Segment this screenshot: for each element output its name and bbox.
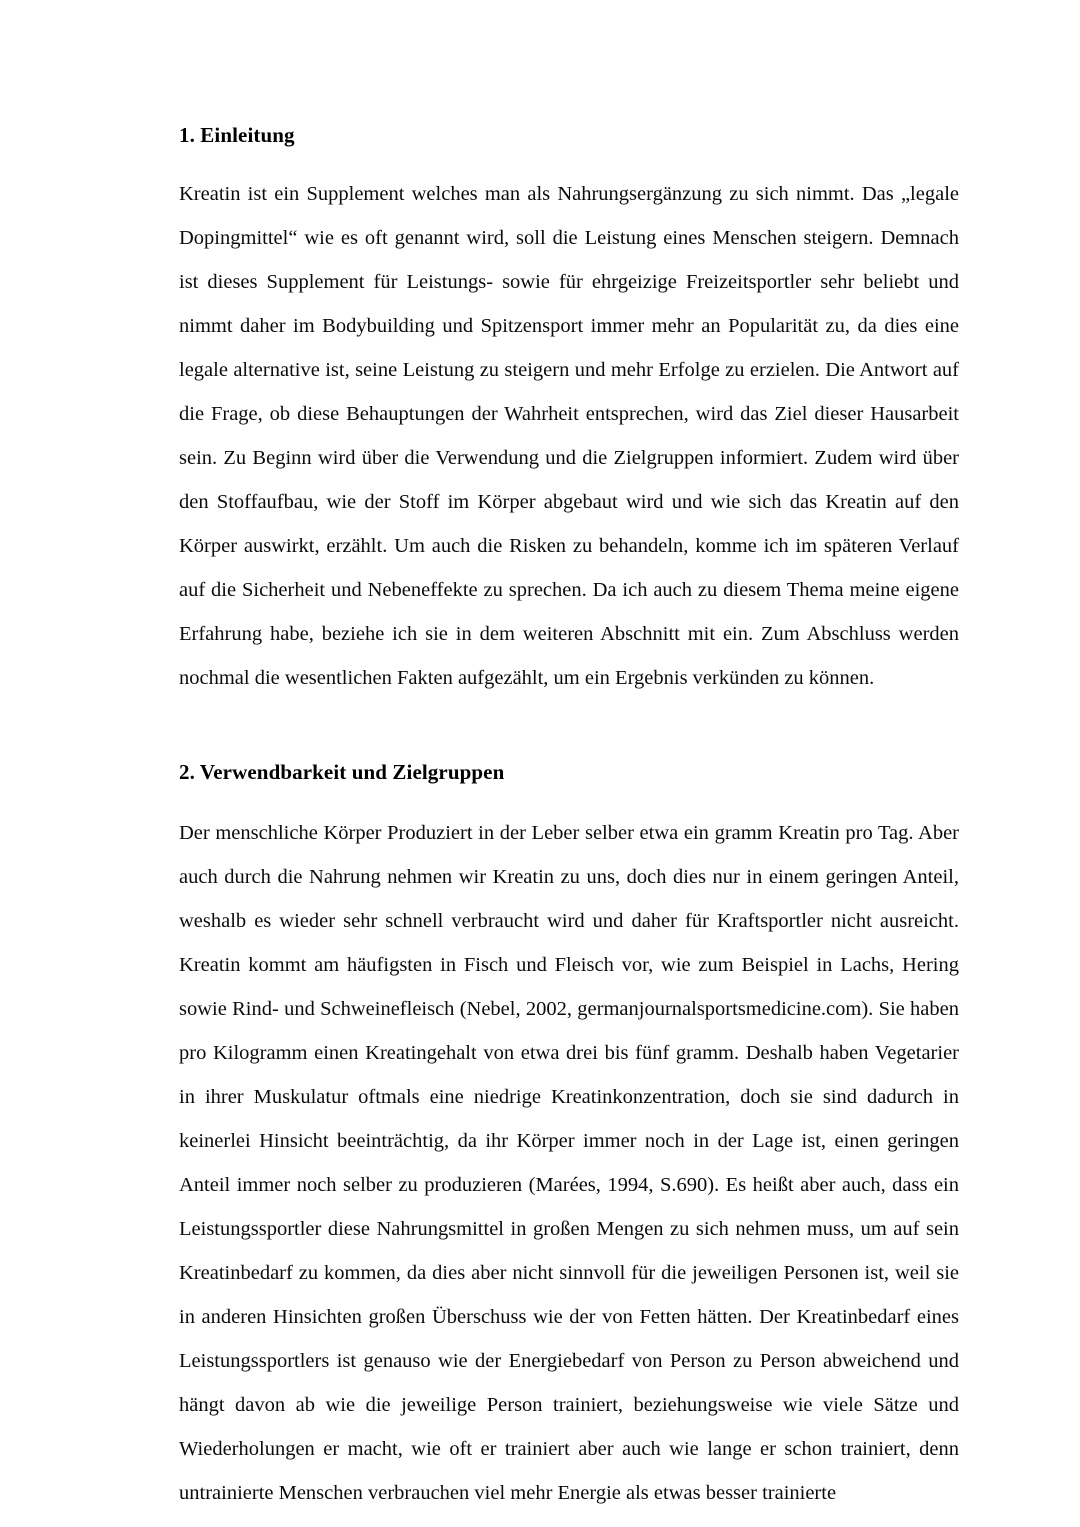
section-heading-einleitung: 1. Einleitung: [179, 123, 295, 147]
section-paragraph-verwendbarkeit-und-zielgruppen: Der menschliche Körper Produziert in der Leber selber etwa ein gramm Kreatin pro Tag. Aber auch durch die Nahrung nehmen wir Kreatin zu uns, doch dies nur in einem geringen Anteil, weshalb es wieder sehr schnell verbraucht wird und daher für Kraftsportler nicht ausreicht. Kreatin kommt am häufigsten in Fisch und Fleisch vor, wie zum Beispiel in Lachs, Hering sowie Rind- und Schweinefleisch (Nebel, 2002, germanjournalsportsmedicine.com). Sie haben pro Kilogramm einen Kreatingehalt von etwa drei bis fünf gramm. Deshalb haben Vegetarier in ihrer Muskulatur oftmals eine niedrige Kreatinkonzentration, doch sie sind dadurch in keinerlei Hinsicht beeinträchtig, da ihr Körper immer noch in der Lage ist, einen geringen Anteil immer noch selber zu produzieren (Marées, 1994, S.690). Es heißt aber auch, dass ein Leistungssportler diese Nahrungsmittel in großen Mengen zu sich nehmen muss, um auf sein Kreatinbedarf zu kommen, da dies aber nicht sinnvoll für die jeweiligen Personen ist, weil sie in anderen Hinsichten großen Überschuss wie der von Fetten hätten. Der Kreatinbedarf eines Leistungssportlers ist genauso wie der Energiebedarf von Person zu Person abweichend und hängt davon ab wie die jeweilige Person trainiert, beziehungsweise wie viele Sätze und Wiederholungen er macht, wie oft er trainiert aber auch wie lange er schon trainiert, denn untrainierte Menschen verbrauchen viel mehr Energie als etwas besser trainierte: [179, 821, 959, 1504]
spacer-heading1-paragraph1: [179, 148, 959, 172]
document-text-column: [179, 122, 959, 1515]
section-paragraph-einleitung: Kreatin ist ein Supplement welches man als Nahrungsergänzung zu sich nimmt. Das „legale Dopingmittel“ wie es oft genannt wird, soll die Leistung eines Menschen steigern. Demnach ist dieses Supplement für Leistungs- sowie für ehrgeizige Freizeitsportler sehr beliebt und nimmt daher im Bodybuilding und Spitzensport immer mehr an Popularität zu, da dies eine legale alternative ist, seine Leistung zu steigern und mehr Erfolge zu erzielen. Die Antwort auf die Frage, ob diese Behauptungen der Wahrheit entsprechen, wird das Ziel dieser Hausarbeit sein. Zu Beginn wird über die Verwendung und die Zielgruppen informiert. Zudem wird über den Stoffaufbau, wie der Stoff im Körper abgebaut wird und wie sich das Kreatin auf den Körper auswirkt, erzählt. Um auch die Risken zu behandeln, komme ich im späteren Verlauf auf die Sicherheit und Nebeneffekte zu sprechen. Da ich auch zu diesem Thema meine eigene Erfahrung habe, beziehe ich sie in dem weiteren Abschnitt mit ein. Zum Abschluss werden nochmal die wesentlichen Fakten aufgezählt, um ein Ergebnis verkünden zu können.: [179, 183, 959, 690]
spacer-paragraph1-heading2: [179, 700, 959, 759]
spacer-heading2-paragraph2: [179, 786, 959, 811]
section-heading-verwendbarkeit-und-zielgruppen: 2. Verwendbarkeit und Zielgruppen: [179, 760, 505, 785]
